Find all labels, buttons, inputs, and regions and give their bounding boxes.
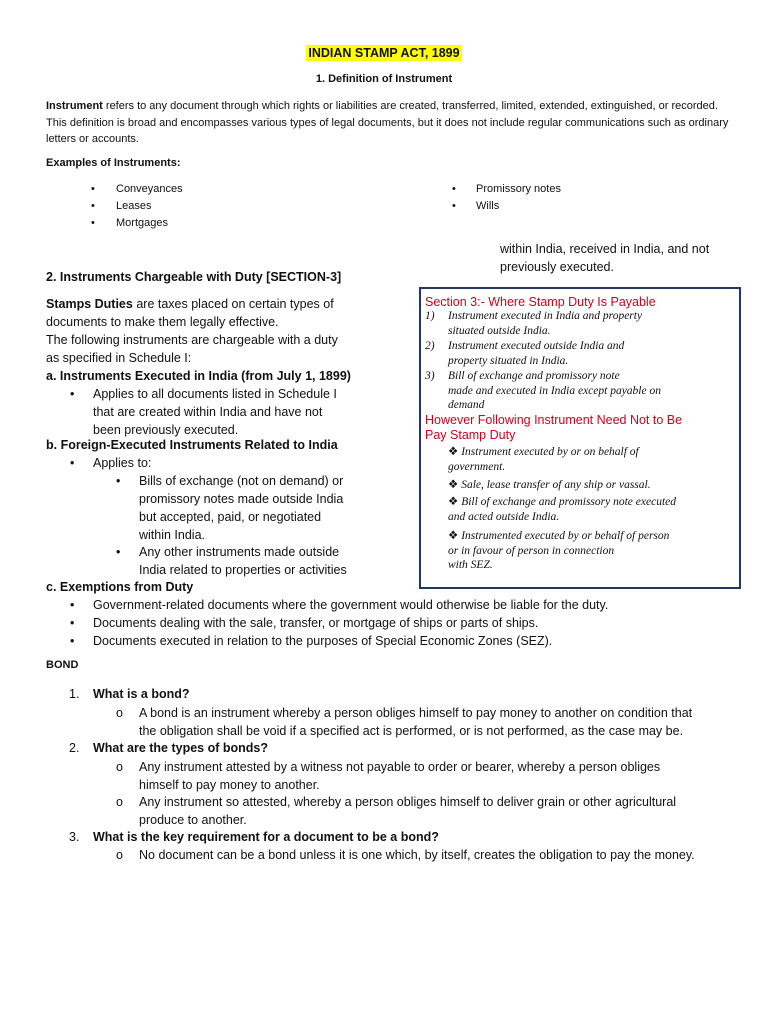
box-item-number: 1) [425,310,435,322]
box-item-line: property situated in India. [448,355,569,367]
bullet-line: promissory notes made outside India [139,492,344,506]
bullet-icon: • [70,456,75,470]
bullet-line: Any other instruments made outside [139,545,340,559]
box-exempt-line: Sale, lease transfer of any ship or vassal. [461,479,651,491]
answer-line: Any instrument so attested, whereby a person obliges himself to deliver grain or other agricultural [139,795,677,809]
subsection-c-heading: c. Exemptions from Duty [46,580,194,594]
box-item-line: Instrument executed in India and property [448,310,643,322]
box-heading: Section 3:- Where Stamp Duty Is Payable [425,295,656,309]
question: What are the types of bonds? [93,741,269,755]
answer-line: A bond is an instrument whereby a person obliges himself to pay money to another on condition that [139,706,693,720]
answer-line: No document can be a bond unless it is one which, by itself, creates the obligation to pay the money. [139,848,695,862]
intro-line: are taxes placed on certain types of [136,297,334,311]
section3-box [419,287,741,589]
diamond-bullet-icon: ❖ [448,479,459,491]
overflow-line: within India, received in India, and not [500,242,710,256]
box-exempt-line: government. [448,461,506,473]
circle-bullet-icon: o [116,795,123,809]
exemption-item: Documents executed in relation to the purposes of Special Economic Zones (SEZ). [93,634,553,648]
bullet-icon: • [91,200,95,212]
box-item-number: 2) [425,340,435,352]
bullet-icon: • [70,387,75,401]
section1-heading: 1. Definition of Instrument [315,73,453,85]
intro-line: documents to make them legally effective. [46,315,279,329]
subsection-b-heading: b. Foreign-Executed Instruments Related to India [46,438,338,452]
bullet-icon: • [116,474,121,488]
circle-bullet-icon: o [116,706,123,720]
column-overflow-text [500,240,709,276]
diamond-bullet-icon: ❖ [448,496,459,508]
answer-line: himself to pay money to another. [139,778,320,792]
question: What is a bond? [93,687,190,701]
bullet-icon: • [452,200,456,212]
diamond-bullet-icon: ❖ [448,446,459,458]
box-item-line: situated outside India. [448,325,551,337]
bullet-line: that are created within India and have not [93,405,323,419]
subsection-a-heading: a. Instruments Executed in India (from July 1, 1899) [46,369,351,383]
section2-intro [46,295,351,385]
box-item-line: made and executed in India except payable on [448,385,661,397]
box-item-line: Bill of exchange and promissory note [448,370,620,382]
box-exempt-line: Instrumented executed by or behalf of person [461,530,670,542]
bullet-icon: • [91,183,95,195]
bullet-icon: • [91,217,95,229]
q-number: 2. [69,741,80,755]
box-item-line: demand [448,399,485,411]
bullet-line: Bills of exchange (not on demand) or [139,474,344,488]
exemption-item: Documents dealing with the sale, transfer, or mortgage of ships or parts of ships. [93,616,539,630]
overflow-line: previously executed. [500,260,614,274]
bullet-line: but accepted, paid, or negotiated [139,510,322,524]
box-item-number: 3) [425,370,435,382]
box-exempt-line: or in favour of person in connection [448,545,615,557]
box-exempt-line: and acted outside India. [448,511,560,523]
box-exempt-line: Bill of exchange and promissory note executed [461,496,677,508]
q-number: 3. [69,830,80,844]
section2-heading: 2. Instruments Chargeable with Duty [SECTION-3] [46,270,342,284]
definition-text: refers to any document through which rights or liabilities are created, transferred, limited, extended, extinguished, or recorded. This definition is broad and encompasses various types of legal documents, but it does not include regular communications such as ordinary letters or accounts. [46,100,729,145]
bond-heading: BOND [46,659,79,671]
bullet-icon: • [452,183,456,195]
box-exempt-line: with SEZ. [448,559,493,571]
box-heading-2: Pay Stamp Duty [425,428,516,442]
q-number: 1. [69,687,80,701]
bullet-line: India related to properties or activities [139,563,347,577]
question: What is the key requirement for a document to be a bond? [93,830,439,844]
example-item: Leases [116,200,152,212]
answer-line: the obligation shall be void if a specified act is performed, or is not performed, as the case may be. [139,724,684,738]
bullet-icon: • [70,598,75,612]
example-item: Conveyances [116,183,183,195]
term-instrument: Instrument [46,100,103,112]
intro-line: The following instruments are chargeable with a duty [46,333,338,347]
bullet-icon: • [116,545,121,559]
definition-paragraph [46,98,736,148]
example-item: Wills [476,200,500,212]
box-heading-2: However Following Instrument Need Not to Be [425,413,683,427]
bullet-line: been previously executed. [93,423,239,437]
list-item [46,632,746,650]
example-item: Mortgages [116,217,168,229]
circle-bullet-icon: o [116,848,123,862]
answer-line: produce to another. [139,813,247,827]
applies-to: Applies to: [93,456,152,470]
bullet-icon: • [70,634,75,648]
circle-bullet-icon: o [116,760,123,774]
examples-heading: Examples of Instruments: [46,157,181,169]
answer-line: Any instrument attested by a witness not payable to order or bearer, whereby a person obliges [139,760,661,774]
bullet-icon: • [70,616,75,630]
term-stamp-duties: Stamps Duties [46,297,133,311]
intro-line: as specified in Schedule I: [46,351,192,365]
exemption-item: Government-related documents where the government would otherwise be liable for the duty. [93,598,609,612]
box-exempt-line: Instrument executed by or on behalf of [461,446,639,458]
subsection-c-list [46,596,746,650]
document-title-wrap [0,44,768,62]
bullet-line: Applies to all documents listed in Schedule I [93,387,337,401]
bullet-line: within India. [139,528,206,542]
diamond-bullet-icon: ❖ [448,530,459,542]
list-item [46,596,746,614]
box-item-line: Instrument executed outside India and [448,340,625,352]
document-title: INDIAN STAMP ACT, 1899 [308,46,460,60]
list-item [46,614,746,632]
example-item: Promissory notes [476,183,561,195]
